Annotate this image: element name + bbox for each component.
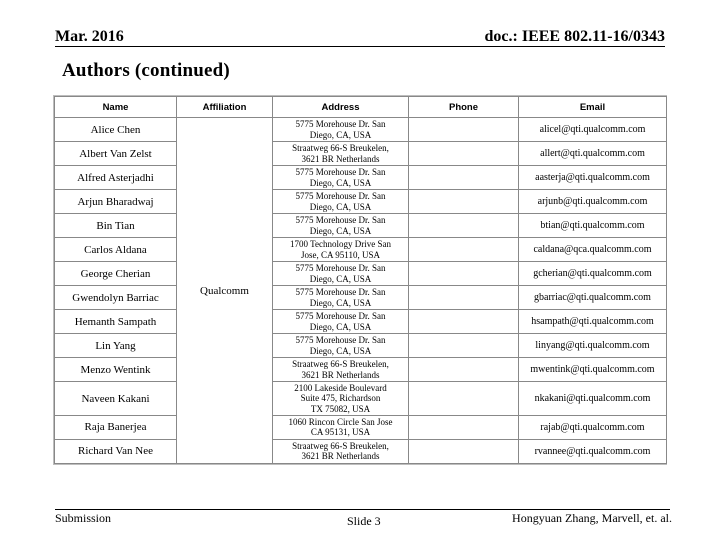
column-header-email: Email [519,97,667,118]
author-phone [409,118,519,142]
author-email: mwentink@qti.qualcomm.com [519,358,667,382]
author-address: Straatweg 66-S Breukelen, 3621 BR Netherlands [273,439,409,463]
author-name: Raja Banerjea [55,415,177,439]
author-name: Alfred Asterjadhi [55,166,177,190]
table-header-row [55,97,667,118]
table-row [55,214,667,238]
author-address: 5775 Morehouse Dr. San Diego, CA, USA [273,310,409,334]
table-row [55,358,667,382]
authors-table [54,96,667,464]
table-row [55,190,667,214]
author-address: 5775 Morehouse Dr. San Diego, CA, USA [273,286,409,310]
author-name: Hemanth Sampath [55,310,177,334]
author-phone [409,190,519,214]
author-name: Albert Van Zelst [55,142,177,166]
table-row [55,142,667,166]
author-address: Straatweg 66-S Breukelen, 3621 BR Netherlands [273,358,409,382]
column-header-affiliation: Affiliation [177,97,273,118]
header-date: Mar. 2016 [55,28,124,45]
author-email: btian@qti.qualcomm.com [519,214,667,238]
footer-authors: Hongyuan Zhang, Marvell, et. al. [512,511,672,525]
author-name: Naveen Kakani [55,382,177,415]
author-name: Arjun Bharadwaj [55,190,177,214]
author-phone [409,415,519,439]
author-address: 5775 Morehouse Dr. San Diego, CA, USA [273,118,409,142]
author-phone [409,166,519,190]
slide-title: Authors (continued) [62,60,230,81]
author-name: Richard Van Nee [55,439,177,463]
author-address: 2100 Lakeside Boulevard Suite 475, Richardson TX 75082, USA [273,382,409,415]
author-address: 5775 Morehouse Dr. San Diego, CA, USA [273,190,409,214]
author-address: 5775 Morehouse Dr. San Diego, CA, USA [273,166,409,190]
table-row [55,286,667,310]
author-phone [409,142,519,166]
author-address: 5775 Morehouse Dr. San Diego, CA, USA [273,214,409,238]
author-email: alicel@qti.qualcomm.com [519,118,667,142]
affiliation-cell: Qualcomm [177,118,273,464]
author-phone [409,310,519,334]
author-email: gbarriac@qti.qualcomm.com [519,286,667,310]
author-email: hsampath@qti.qualcomm.com [519,310,667,334]
author-address: 5775 Morehouse Dr. San Diego, CA, USA [273,334,409,358]
author-email: nkakani@qti.qualcomm.com [519,382,667,415]
footer-divider [55,509,670,510]
table-row [55,238,667,262]
author-email: rvannee@qti.qualcomm.com [519,439,667,463]
author-email: gcherian@qti.qualcomm.com [519,262,667,286]
author-phone [409,286,519,310]
table-row [55,310,667,334]
author-phone [409,214,519,238]
header-divider [55,46,665,47]
author-name: Alice Chen [55,118,177,142]
author-name: Bin Tian [55,214,177,238]
author-email: linyang@qti.qualcomm.com [519,334,667,358]
author-phone [409,334,519,358]
author-email: rajab@qti.qualcomm.com [519,415,667,439]
table-row [55,166,667,190]
table-row [55,415,667,439]
author-phone [409,439,519,463]
table-row [55,262,667,286]
table-row [55,118,667,142]
author-name: Lin Yang [55,334,177,358]
table-row [55,334,667,358]
header-doc-id: doc.: IEEE 802.11-16/0343 [484,28,665,45]
footer-submission: Submission [55,511,112,525]
table-row [55,439,667,463]
author-email: aasterja@qti.qualcomm.com [519,166,667,190]
author-phone [409,382,519,415]
author-address: Straatweg 66-S Breukelen, 3621 BR Netherlands [273,142,409,166]
author-address: 1700 Technology Drive San Jose, CA 95110, USA [273,238,409,262]
author-name: Menzo Wentink [55,358,177,382]
author-email: allert@qti.qualcomm.com [519,142,667,166]
author-address: 5775 Morehouse Dr. San Diego, CA, USA [273,262,409,286]
author-email: arjunb@qti.qualcomm.com [519,190,667,214]
footer-slide-number: Slide 3 [347,514,381,528]
author-name: George Cherian [55,262,177,286]
table-row [55,382,667,415]
author-name: Gwendolyn Barriac [55,286,177,310]
column-header-address: Address [273,97,409,118]
column-header-phone: Phone [409,97,519,118]
author-phone [409,358,519,382]
author-name: Carlos Aldana [55,238,177,262]
authors-table-frame [54,96,666,464]
column-header-name: Name [55,97,177,118]
author-address: 1060 Rincon Circle San Jose CA 95131, USA [273,415,409,439]
author-email: caldana@qca.qualcomm.com [519,238,667,262]
author-phone [409,262,519,286]
author-phone [409,238,519,262]
